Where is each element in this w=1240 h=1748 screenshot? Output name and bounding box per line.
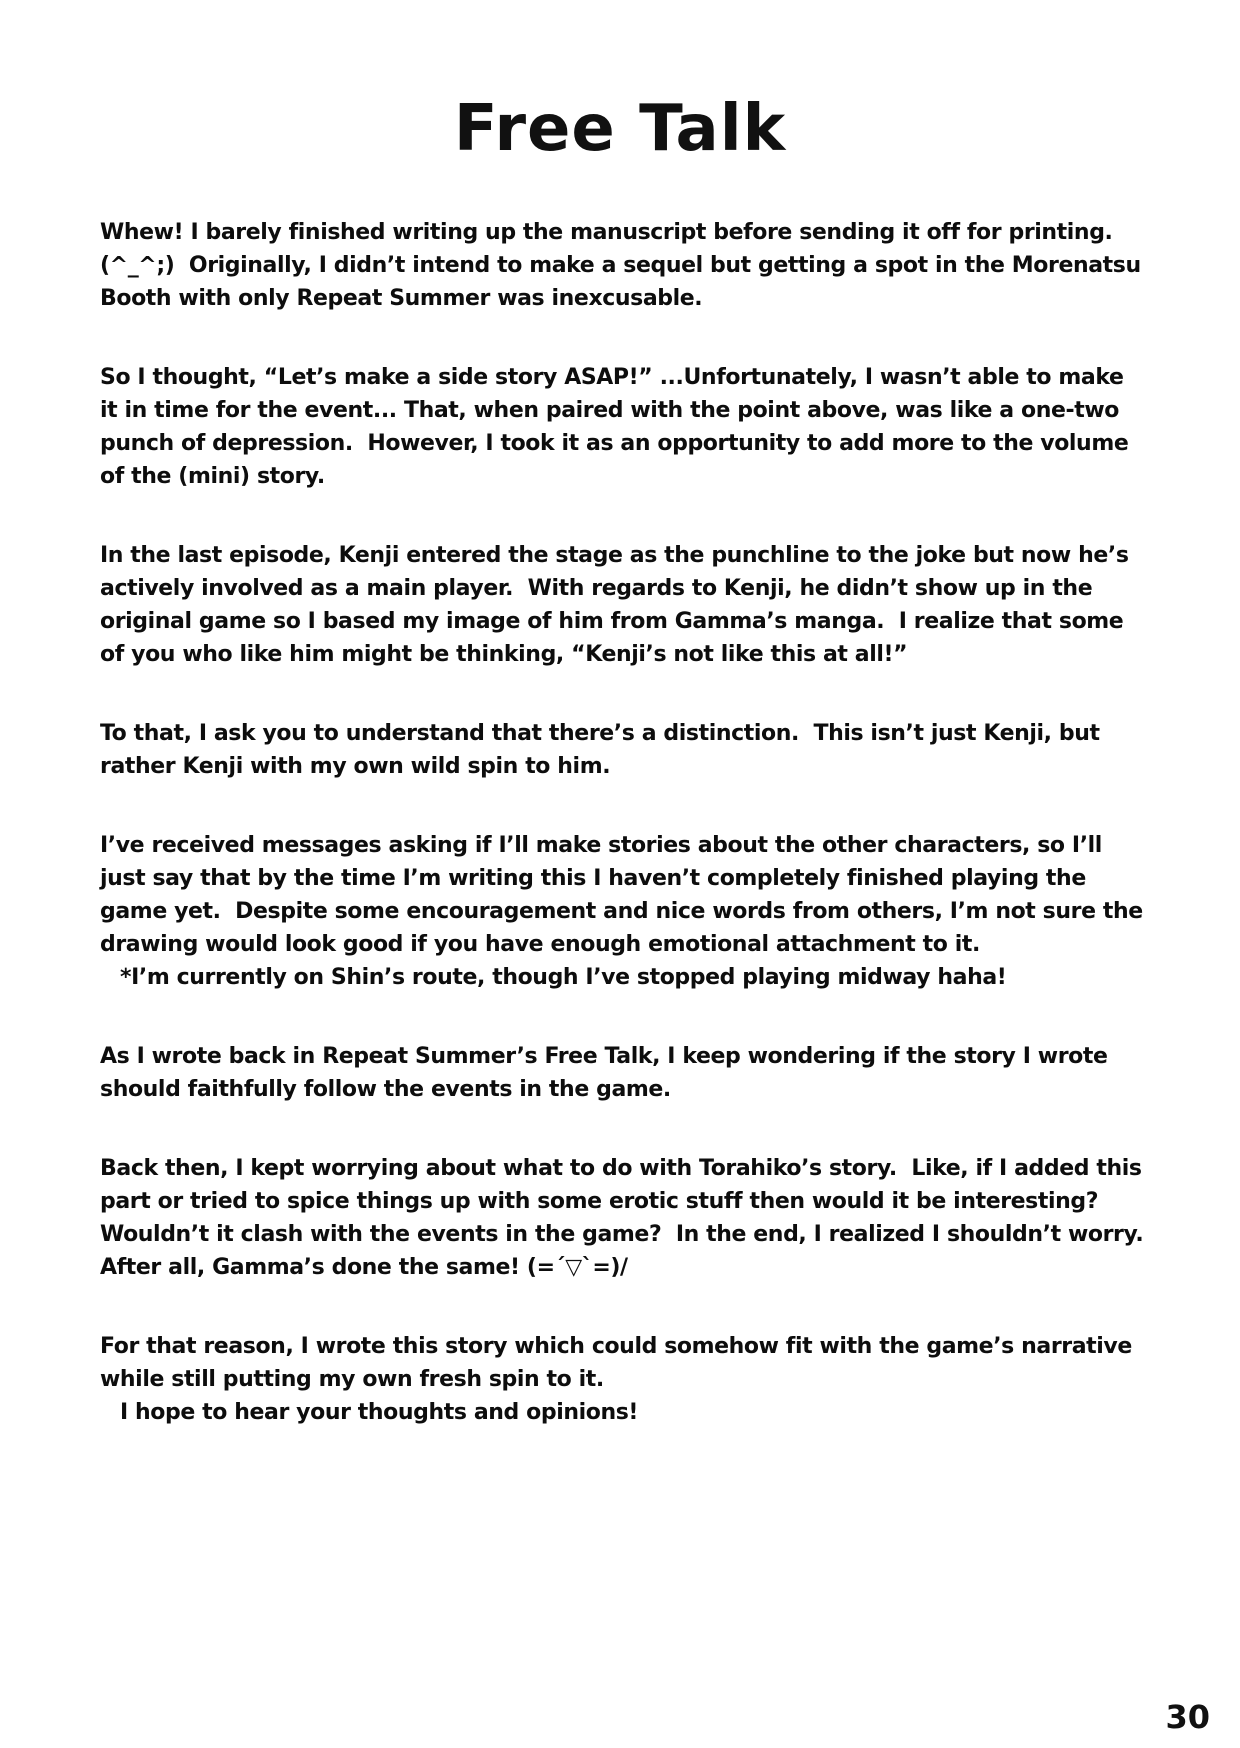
paragraph bbox=[100, 717, 1144, 783]
paragraph-note: *I’m currently on Shin’s route, though I’ve stopped playing midway haha! bbox=[120, 965, 1007, 990]
paragraph-note: I hope to hear your thoughts and opinions! bbox=[120, 1400, 639, 1425]
paragraph bbox=[100, 1152, 1158, 1284]
paragraph-text: Back then, I kept worrying about what to do with Torahiko’s story. Like, if I added this part or tried to spice things up with some erotic stuff then would it be interesting? Wouldn’t it clash with the events in the game? In the end, I realized I shouldn’t worry. After all, Gamma’s done the same! (=´▽`=)/ bbox=[100, 1156, 1158, 1280]
paragraph-text: As I wrote back in Repeat Summer’s Free Talk, I keep wondering if the story I wrote should faithfully follow the events in the game. bbox=[100, 1044, 1115, 1102]
paragraph bbox=[100, 539, 1144, 671]
paragraph bbox=[100, 216, 1149, 315]
paragraph-text: To that, I ask you to understand that there’s a distinction. This isn’t just Kenji, but rather Kenji with my own wild spin to him. bbox=[100, 721, 1107, 779]
page-number: 30 bbox=[1165, 1698, 1210, 1736]
paragraph-text: So I thought, “Let’s make a side story ASAP!” ...Unfortunately, I wasn’t able to make it in time for the event... That, when paired with the point above, was like a one-two punch of depression. However, I took it as an opportunity to add more to the volume of the (mini) story. bbox=[100, 365, 1136, 489]
paragraph-text: I’ve received messages asking if I’ll make stories about the other characters, so I’ll just say that by the time I’m writing this I haven’t completely finished playing the game yet. Despite some encouragement and nice words from others, I’m not sure the drawing would look good if you have enough emotional attachment to it. bbox=[100, 833, 1151, 957]
paragraphs bbox=[0, 166, 1240, 1429]
paragraph-text: For that reason, I wrote this story which could somehow fit with the game’s narrative while still putting my own fresh spin to it. bbox=[100, 1334, 1140, 1392]
paragraph bbox=[100, 1040, 1144, 1106]
paragraph bbox=[100, 1330, 1144, 1429]
paragraph bbox=[100, 829, 1151, 994]
paragraph-text: In the last episode, Kenji entered the stage as the punchline to the joke but now he’s actively involved as a main player. With regards to Kenji, he didn’t show up in the original game so I based my image of him from Gamma’s manga. I realize that some of you who like him might be thinking, “Kenji’s not like this at all!” bbox=[100, 543, 1136, 667]
paragraph bbox=[100, 361, 1144, 493]
paragraph-text: Whew! I barely finished writing up the manuscript before sending it off for printing. (^_^;) Originally, I didn’t intend to make a sequel but getting a spot in the Morenatsu Booth with only Repeat Summer was inexcusable. bbox=[100, 220, 1149, 311]
page-title: Free Talk bbox=[453, 92, 787, 166]
